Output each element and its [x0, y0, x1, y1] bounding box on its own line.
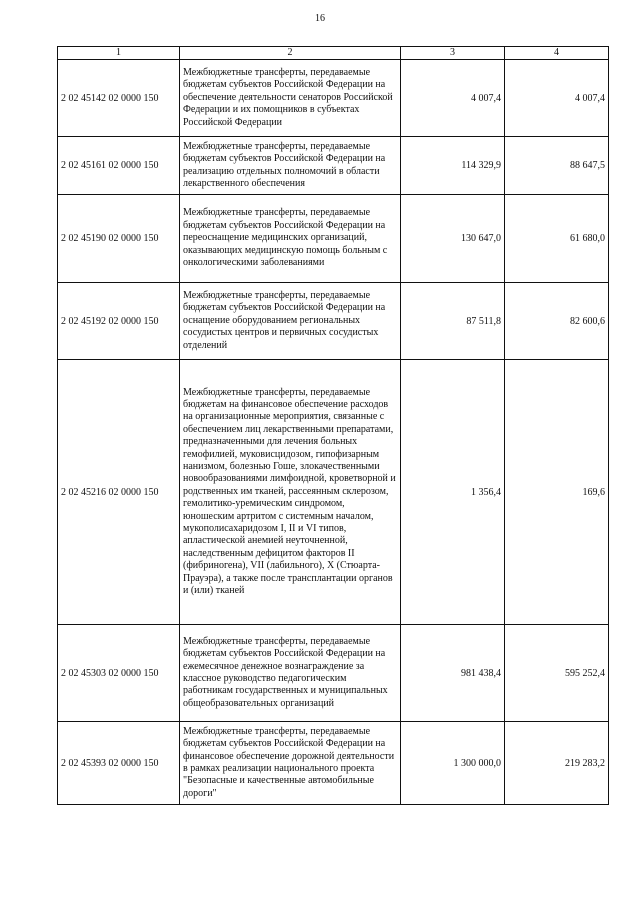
table-row [58, 625, 609, 722]
value-column-4: 4 007,4 [505, 60, 609, 137]
value-column-3: 130 647,0 [401, 195, 505, 283]
budget-code: 2 02 45303 02 0000 150 [58, 625, 180, 722]
page-number: 16 [315, 13, 325, 24]
column-header-2: 2 [180, 47, 401, 60]
value-column-3: 87 511,8 [401, 283, 505, 360]
row-description: Межбюджетные трансферты, передаваемые бюджетам субъектов Российской Федерации на реализацию отдельных полномочий в области лекарственного обеспечения [180, 137, 401, 195]
column-header-4: 4 [505, 47, 609, 60]
value-column-4: 82 600,6 [505, 283, 609, 360]
value-column-4: 88 647,5 [505, 137, 609, 195]
table-row [58, 195, 609, 283]
value-column-4: 169,6 [505, 360, 609, 625]
budget-code: 2 02 45393 02 0000 150 [58, 722, 180, 805]
budget-code: 2 02 45192 02 0000 150 [58, 283, 180, 360]
table-row [58, 283, 609, 360]
value-column-3: 981 438,4 [401, 625, 505, 722]
table-row [58, 360, 609, 625]
budget-code: 2 02 45190 02 0000 150 [58, 195, 180, 283]
table-row [58, 722, 609, 805]
row-description: Межбюджетные трансферты, передаваемые бюджетам субъектов Российской Федерации на финансовое обеспечение дорожной деятельности в рамках реализации национального проекта "Безопасные и качественные автомобильные дороги" [180, 722, 401, 805]
table-row [58, 137, 609, 195]
budget-code: 2 02 45216 02 0000 150 [58, 360, 180, 625]
value-column-3: 4 007,4 [401, 60, 505, 137]
value-column-4: 61 680,0 [505, 195, 609, 283]
column-header-3: 3 [401, 47, 505, 60]
budget-code: 2 02 45161 02 0000 150 [58, 137, 180, 195]
column-header-1: 1 [58, 47, 180, 60]
row-description: Межбюджетные трансферты, передаваемые бюджетам на финансовое обеспечение расходов на организационные мероприятия, связанные с обеспечением лиц лекарственными препаратами, предназначенными для лечения больных гемофилией, муковисцидозом, гипофизарным нанизмом, болезнью Гоше, злокачественными новообразованиями лимфоидной, кроветворной и родственных им тканей, рассеянным склерозом, гемолитико-уремическим синдромом, юношеским артритом с системным началом, мукополисахаридозом I, II и VI типов, апластической анемией неуточненной, наследственным дефицитом факторов II (фибриногена), VII (лабильного), X (Стюарта-Прауэра), а также после трансплантации органов и (или) тканей [180, 360, 401, 625]
table-row [58, 60, 609, 137]
row-description: Межбюджетные трансферты, передаваемые бюджетам субъектов Российской Федерации на переоснащение медицинских организаций, оказывающих медицинскую помощь больным с онкологическими заболеваниями [180, 195, 401, 283]
row-description: Межбюджетные трансферты, передаваемые бюджетам субъектов Российской Федерации на ежемесячное денежное вознаграждение за классное руководство педагогическим работникам государственных и муниципальных общеобразовательных организаций [180, 625, 401, 722]
value-column-3: 1 300 000,0 [401, 722, 505, 805]
budget-table [57, 46, 609, 805]
value-column-4: 595 252,4 [505, 625, 609, 722]
value-column-3: 1 356,4 [401, 360, 505, 625]
row-description: Межбюджетные трансферты, передаваемые бюджетам субъектов Российской Федерации на обеспечение деятельности сенаторов Российской Федерации и их помощников в субъектах Российской Федерации [180, 60, 401, 137]
row-description: Межбюджетные трансферты, передаваемые бюджетам субъектов Российской Федерации на оснащение оборудованием региональных сосудистых центров и первичных сосудистых отделений [180, 283, 401, 360]
value-column-4: 219 283,2 [505, 722, 609, 805]
budget-code: 2 02 45142 02 0000 150 [58, 60, 180, 137]
table-header-row [58, 47, 609, 60]
value-column-3: 114 329,9 [401, 137, 505, 195]
